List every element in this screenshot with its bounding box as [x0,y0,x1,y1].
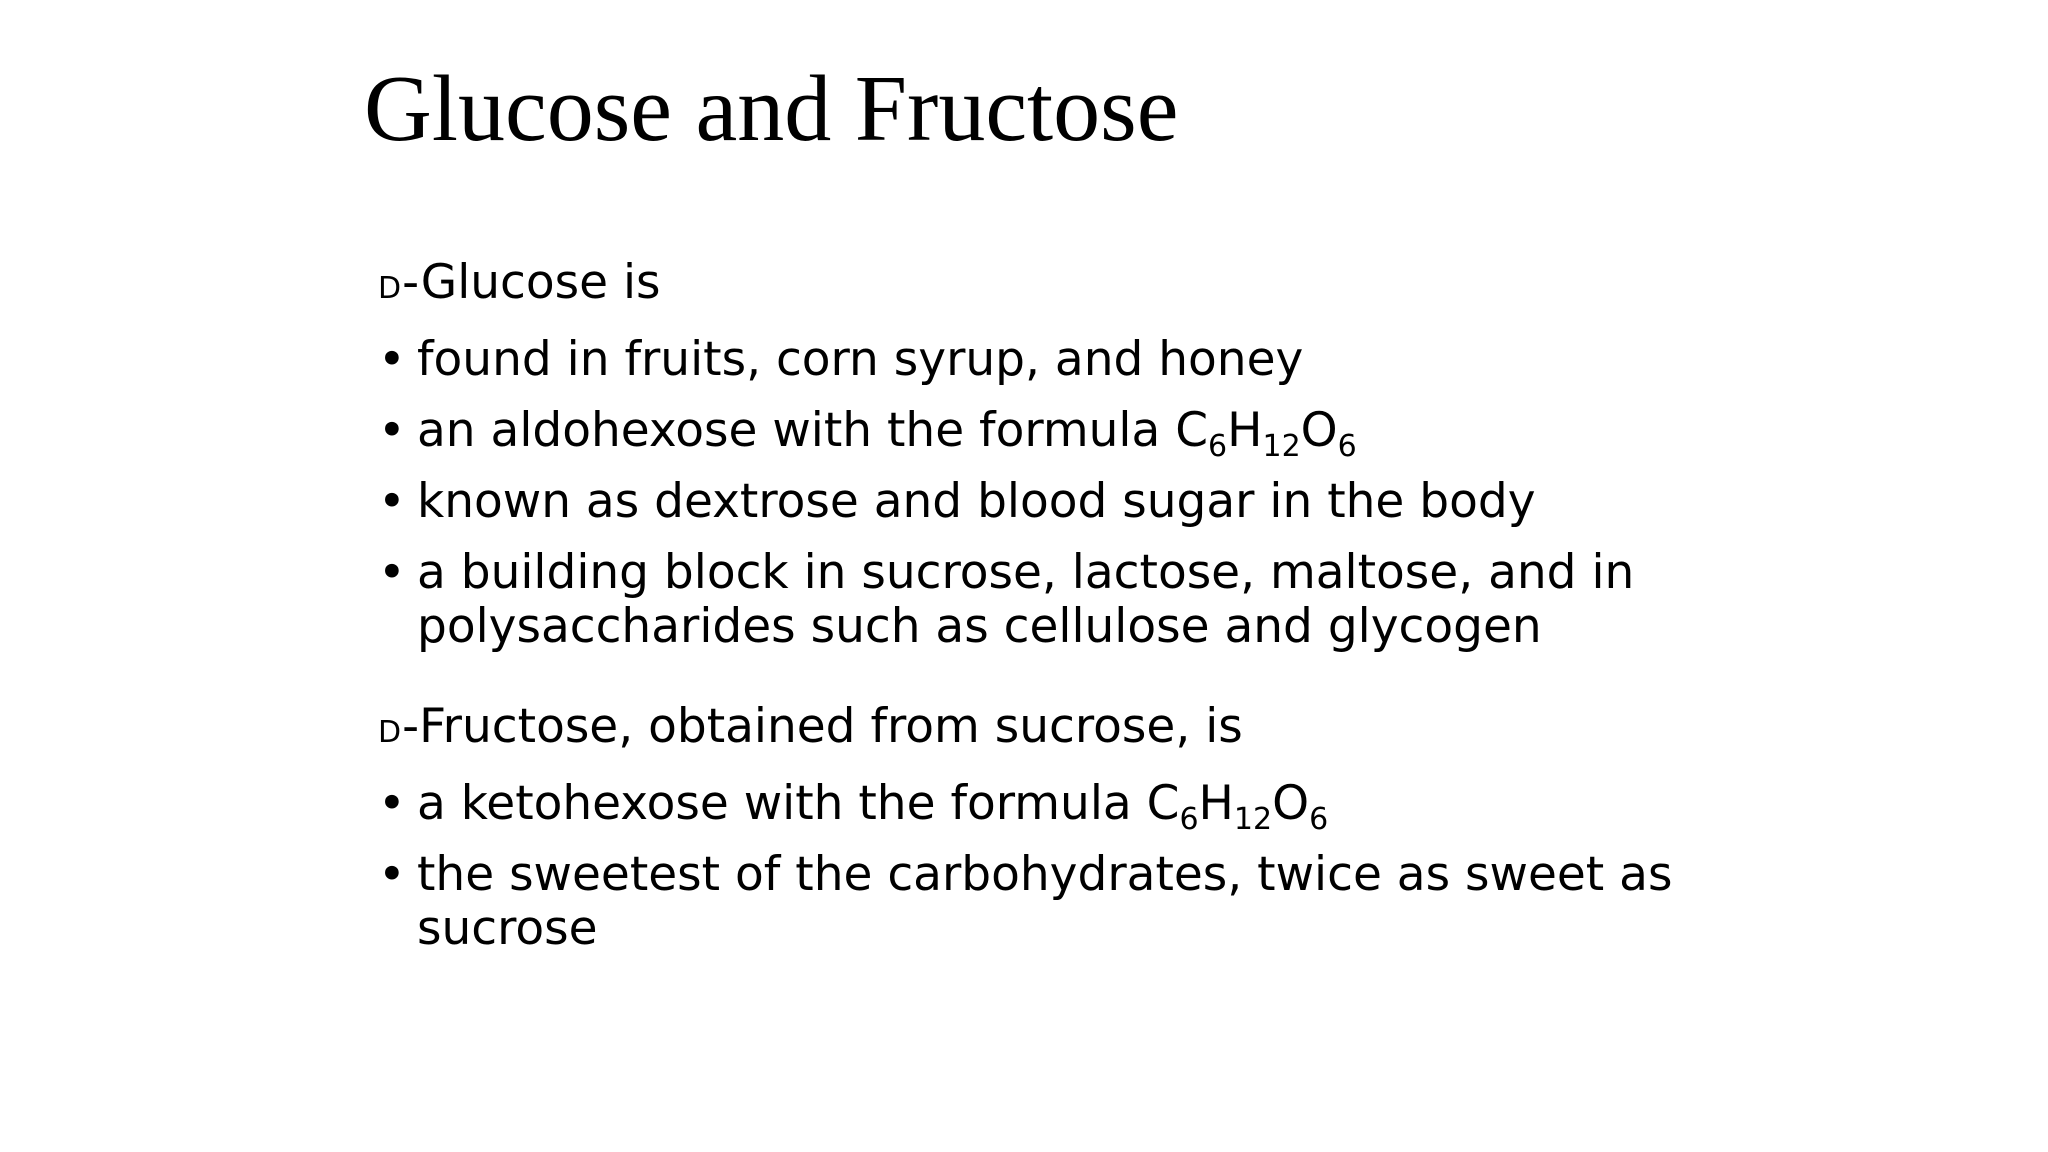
formula-subscript: 6 [1309,802,1329,837]
bullet-text: found in fruits, corn syrup, and honey [417,332,1304,387]
bullet-icon: • [378,403,406,458]
bullet-icon: • [378,776,406,831]
bullet-text: the sweetest of the carbohydrates, twice as sweet as sucrose [417,847,1673,956]
bullet-text: known as dextrose and blood sugar in the body [417,474,1536,529]
fructose-bullet-1 [378,776,1678,837]
slide-body [378,256,1678,956]
glucose-bullet-4 [378,546,1678,654]
fructose-bullet-list [378,777,1678,956]
bullet-text: an aldohexose with the formula C [417,403,1209,458]
bullet-icon: • [378,474,406,529]
bullet-text: a ketohexose with the formula C [417,776,1180,831]
glucose-bullet-3 [378,475,1678,529]
fructose-section [378,700,1678,956]
formula-subscript: 6 [1179,802,1199,837]
glucose-section [378,256,1678,654]
formula-element: O [1272,776,1310,831]
glucose-lead [378,256,1678,316]
fructose-d-prefix: D [378,715,403,750]
fructose-lead-text: -Fructose, obtained from sucrose, is [402,699,1243,754]
bullet-text: a building block in sucrose, lactose, maltose, and in polysaccharides such as cellulose and glycogen [417,545,1635,654]
formula-element: O [1300,403,1338,458]
formula-element: H [1227,403,1263,458]
glucose-d-prefix: D [378,271,403,306]
formula-element: H [1198,776,1234,831]
fructose-lead [378,700,1678,760]
formula-subscript: 12 [1262,429,1301,464]
glucose-bullet-1 [378,333,1678,387]
fructose-bullet-2 [378,848,1678,956]
formula-subscript: 12 [1233,802,1273,837]
bullet-icon: • [378,545,406,600]
glucose-bullet-list [378,333,1678,654]
bullet-icon: • [378,847,406,902]
glucose-bullet-2 [378,403,1678,464]
bullet-icon: • [378,332,406,387]
formula-subscript: 6 [1337,429,1357,464]
formula-subscript: 6 [1208,429,1228,464]
glucose-lead-text: -Glucose is [402,255,661,310]
slide-title: Glucose and Fructose [364,57,1179,161]
